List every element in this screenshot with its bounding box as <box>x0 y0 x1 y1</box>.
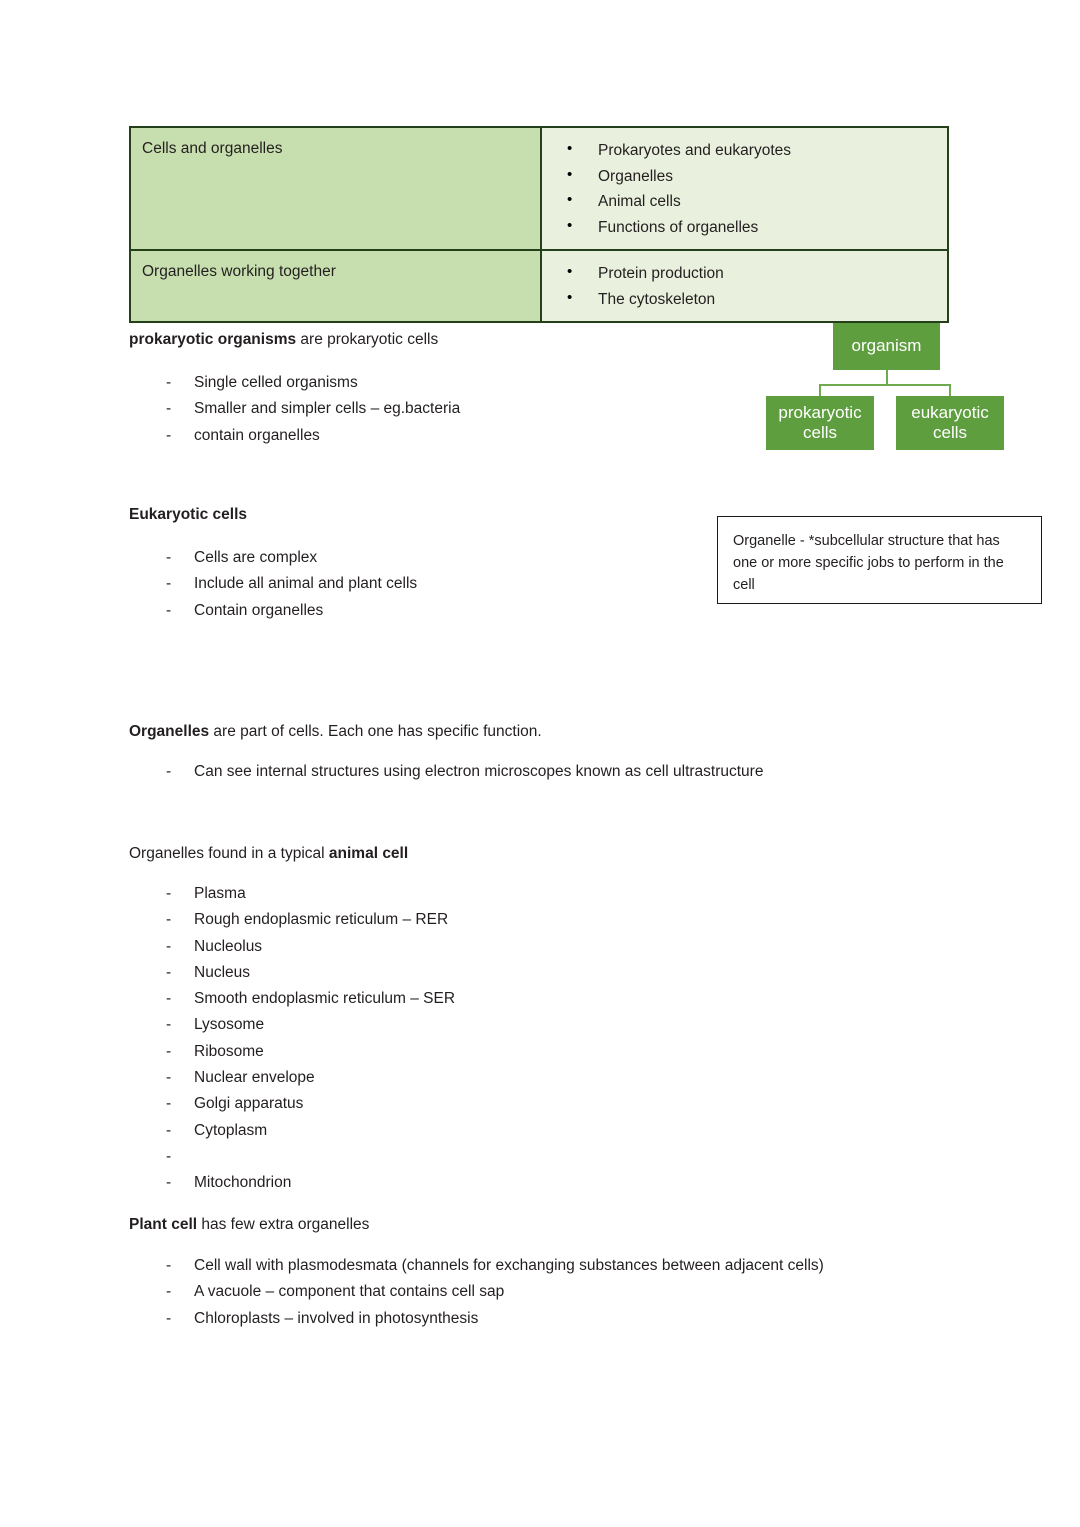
plant-cell-heading <box>129 1215 369 1236</box>
list-item: - Contain organelles <box>129 598 417 624</box>
prokaryotic-list <box>129 370 460 449</box>
list-item: - Cytoplasm <box>129 1118 455 1144</box>
organelles-heading <box>129 722 542 743</box>
diagram-node-eukaryotic-cells: eukaryotic cells <box>896 396 1004 450</box>
list-item: - Plasma <box>129 881 455 907</box>
plant-cell-heading-bold: Plant cell <box>129 1216 198 1233</box>
prokaryotic-heading-rest: are prokaryotic cells <box>296 331 439 348</box>
list-item: • Organelles <box>598 164 947 190</box>
list-item: - Smaller and simpler cells – eg.bacteria <box>129 396 460 422</box>
organelles-heading-bold: Organelles <box>129 723 210 740</box>
list-item: • Prokaryotes and eukaryotes <box>598 138 947 164</box>
list-item: - Chloroplasts – involved in photosynthesis <box>129 1306 824 1332</box>
syllabus-table-body <box>130 127 948 322</box>
connector-stem-icon <box>886 370 888 385</box>
list-item: - Mitochondrion <box>129 1170 455 1196</box>
prokaryotic-heading-bold: prokaryotic organisms <box>129 331 297 348</box>
topic-label: Cells and organelles <box>142 140 283 157</box>
list-item: - Golgi apparatus <box>129 1091 455 1117</box>
list-item: - Smooth endoplasmic reticulum – SER <box>129 986 455 1012</box>
table-row <box>130 250 948 322</box>
bullet-list <box>542 138 947 240</box>
eukaryotic-heading-bold: Eukaryotic cells <box>129 506 248 523</box>
diagram-node-prokaryotic-cells: prokaryotic cells <box>766 396 874 450</box>
list-item: - Include all animal and plant cells <box>129 571 417 597</box>
table-cell-points <box>541 250 948 322</box>
list-item: - Nuclear envelope <box>129 1065 455 1091</box>
list-item: - Cells are complex <box>129 545 417 571</box>
list-item: - Ribosome <box>129 1039 455 1065</box>
list-item: - Lysosome <box>129 1012 455 1038</box>
prokaryotic-heading <box>129 330 438 351</box>
bullet-list <box>542 261 947 312</box>
plant-cell-heading-rest: has few extra organelles <box>197 1216 370 1233</box>
list-item: • Animal cells <box>598 189 947 215</box>
list-item: - Nucleus <box>129 960 455 986</box>
organelles-list <box>129 759 763 785</box>
animal-cell-heading-plain: Organelles found in a typical <box>129 845 329 862</box>
list-item: - Nucleolus <box>129 934 455 960</box>
organelles-heading-rest: are part of cells. Each one has specific function. <box>209 723 542 740</box>
syllabus-table <box>129 126 949 323</box>
list-item-empty <box>129 1144 455 1170</box>
eukaryotic-list <box>129 545 417 624</box>
table-cell-topic <box>130 250 541 322</box>
table-cell-topic <box>130 127 541 250</box>
table-cell-points <box>541 127 948 250</box>
list-item: - Cell wall with plasmodesmata (channels for exchanging substances between adjacent cells) <box>129 1253 824 1279</box>
plant-cell-list <box>129 1253 824 1332</box>
list-item: - contain organelles <box>129 423 460 449</box>
table-row <box>130 127 948 250</box>
organism-hierarchy-diagram <box>755 318 1015 458</box>
eukaryotic-heading <box>129 505 247 526</box>
list-item: - Single celled organisms <box>129 370 460 396</box>
list-item: • Protein production <box>598 261 947 287</box>
topic-label: Organelles working together <box>142 263 336 281</box>
organelle-definition-box: Organelle - *subcellular structure that has one or more specific jobs to perform in the cell <box>717 516 1042 604</box>
connector-bar-icon <box>819 384 951 386</box>
animal-cell-heading-bold: animal cell <box>328 845 409 862</box>
list-item: - Can see internal structures using electron microscopes known as cell ultrastructure <box>129 759 763 785</box>
list-item: • Functions of organelles <box>598 215 947 241</box>
animal-cell-heading <box>129 844 408 865</box>
animal-cell-list <box>129 881 455 1197</box>
list-item: • The cytoskeleton <box>598 287 947 313</box>
list-item: - Rough endoplasmic reticulum – RER <box>129 907 455 933</box>
list-item: - A vacuole – component that contains cell sap <box>129 1279 824 1305</box>
diagram-node-organism: organism <box>833 323 940 370</box>
